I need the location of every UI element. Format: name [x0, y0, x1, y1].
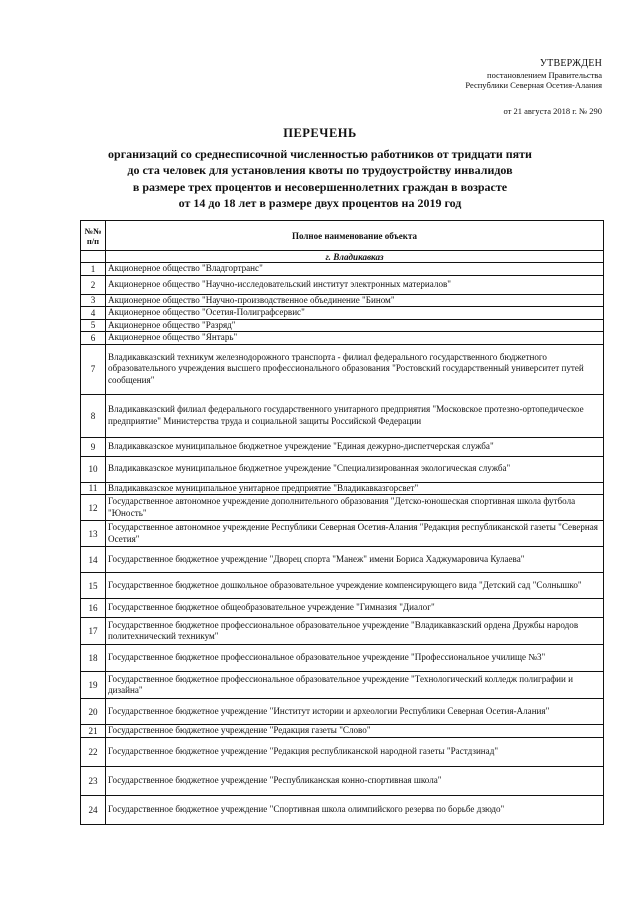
row-number: 9 — [81, 437, 106, 456]
approval-stamp — [465, 58, 602, 117]
row-number: 17 — [81, 618, 106, 645]
organization-name: Государственное бюджетное учреждение "Дворец спорта "Манеж" имени Бориса Хаджумаровича Кулаева" — [106, 547, 604, 573]
header-number-line1: №№ — [84, 225, 102, 236]
approval-title: УТВЕРЖДЕН — [539, 58, 602, 69]
row-number: 5 — [81, 319, 106, 332]
approval-line-1: постановлением Правительства — [487, 70, 602, 80]
organization-name: Акционерное общество "Осетия-Полиграфсервис" — [106, 307, 604, 320]
row-number: 4 — [81, 307, 106, 320]
table-row — [81, 599, 604, 618]
row-number: 20 — [81, 699, 106, 725]
city-name: г. Владикавказ — [106, 251, 604, 263]
row-number: 14 — [81, 547, 106, 573]
table-row — [81, 699, 604, 725]
table-header-row — [81, 221, 604, 251]
organization-name: Государственное бюджетное учреждение "Редакция республиканской народной газеты "Растдзинад" — [106, 737, 604, 766]
row-number: 15 — [81, 573, 106, 599]
organization-name: Государственное бюджетное общеобразовательное учреждение "Гимназия "Диалог" — [106, 599, 604, 618]
header-name: Полное наименование объекта — [106, 221, 604, 251]
row-number: 13 — [81, 521, 106, 547]
table-row — [81, 573, 604, 599]
table-row — [81, 332, 604, 345]
document-title — [0, 125, 640, 212]
organization-name: Акционерное общество "Разряд" — [106, 319, 604, 332]
city-row — [81, 251, 604, 263]
organization-name: Акционерное общество "Научно-производственное объединение "Бином" — [106, 294, 604, 307]
organization-name: Акционерное общество "Научно-исследовательский институт электронных материалов" — [106, 275, 604, 294]
table-row — [81, 672, 604, 699]
header-number — [81, 221, 106, 251]
row-number: 21 — [81, 725, 106, 738]
organization-name: Акционерное общество "Владгортранс" — [106, 263, 604, 276]
table-row — [81, 437, 604, 456]
table-row — [81, 319, 604, 332]
row-number: 11 — [81, 482, 106, 495]
row-number: 22 — [81, 737, 106, 766]
table-row — [81, 645, 604, 672]
organization-name: Государственное бюджетное дошкольное образовательное учреждение компенсирующего вида "Детский сад "Солнышко" — [106, 573, 604, 599]
table-row — [81, 307, 604, 320]
row-number: 7 — [81, 344, 106, 394]
row-number: 1 — [81, 263, 106, 276]
row-number: 12 — [81, 495, 106, 521]
title-main: ПЕРЕЧЕНЬ — [283, 126, 357, 140]
table-row — [81, 275, 604, 294]
approval-date: от 21 августа 2018 г. № 290 — [503, 106, 602, 117]
organization-name: Государственное бюджетное профессиональное образовательное учреждение "Технологический колледж полиграфии и дизайна" — [106, 672, 604, 699]
table-row — [81, 344, 604, 394]
table-row — [81, 263, 604, 276]
table-row — [81, 547, 604, 573]
table-row — [81, 618, 604, 645]
organization-name: Владикавказское муниципальное унитарное предприятие "Владикавказгорсвет" — [106, 482, 604, 495]
table-row — [81, 725, 604, 738]
row-number: 23 — [81, 766, 106, 795]
title-line: организаций со среднесписочной численностью работников от тридцати пяти — [108, 146, 532, 161]
table-row — [81, 795, 604, 824]
table-row — [81, 294, 604, 307]
organization-name: Государственное бюджетное учреждение "Республиканская конно-спортивная школа" — [106, 766, 604, 795]
table-row — [81, 495, 604, 521]
organization-name: Владикавказское муниципальное бюджетное учреждение "Специализированная экологическая служба" — [106, 456, 604, 482]
title-line: от 14 до 18 лет в размере двух процентов на 2019 год — [178, 196, 462, 210]
row-number: 16 — [81, 599, 106, 618]
row-number: 8 — [81, 394, 106, 437]
organization-name: Владикавказский филиал федерального государственного унитарного предприятия "Московское протезно-ортопедическое предприятие" Министерства труда и социальной защиты Российской Федерации — [106, 394, 604, 437]
organization-name: Государственное бюджетное учреждение "Редакция газеты "Слово" — [106, 725, 604, 738]
title-line: до ста человек для установления квоты по трудоустройству инвалидов — [127, 163, 513, 177]
row-number: 2 — [81, 275, 106, 294]
organization-name: Государственное бюджетное профессиональное образовательное учреждение "Владикавказский ордена Дружбы народов политехнический техникум" — [106, 618, 604, 645]
table-row — [81, 482, 604, 495]
row-number: 6 — [81, 332, 106, 345]
table-row — [81, 456, 604, 482]
organization-name: Государственное автономное учреждение Республики Северная Осетия-Алания "Редакция республиканской газеты "Северная Осетия" — [106, 521, 604, 547]
organization-name: Государственное автономное учреждение дополнительного образования "Детско-юношеская спортивная школа футбола "Юность" — [106, 495, 604, 521]
organization-name: Государственное бюджетное учреждение "Спортивная школа олимпийского резерва по борьбе дзюдо" — [106, 795, 604, 824]
row-number: 10 — [81, 456, 106, 482]
table-row — [81, 737, 604, 766]
row-number: 18 — [81, 645, 106, 672]
organization-name: Владикавказское муниципальное бюджетное учреждение "Единая дежурно-диспетчерская служба" — [106, 437, 604, 456]
row-number: 19 — [81, 672, 106, 699]
table-row — [81, 766, 604, 795]
header-number-line2: п/п — [86, 235, 100, 246]
organization-name: Государственное бюджетное профессиональное образовательное учреждение "Профессиональное училище №3" — [106, 645, 604, 672]
organization-name: Государственное бюджетное учреждение "Институт истории и археологии Республики Северная Осетия-Алания" — [106, 699, 604, 725]
organizations-table — [80, 220, 604, 825]
table-row — [81, 521, 604, 547]
title-line: в размере трех процентов и несовершеннолетних граждан в возрасте — [132, 179, 508, 194]
table-row — [81, 394, 604, 437]
approval-line-2: Республики Северная Осетия-Алания — [465, 80, 602, 91]
row-number: 3 — [81, 294, 106, 307]
organization-name: Акционерное общество "Янтарь" — [106, 332, 604, 345]
row-number: 24 — [81, 795, 106, 824]
organization-name: Владикавказский техникум железнодорожного транспорта - филиал федерального государственного бюджетного образовательного учреждения высшего профессионального образования "Ростовский государственный университет путей сообщения" — [106, 344, 604, 394]
city-row-blank — [81, 251, 106, 263]
